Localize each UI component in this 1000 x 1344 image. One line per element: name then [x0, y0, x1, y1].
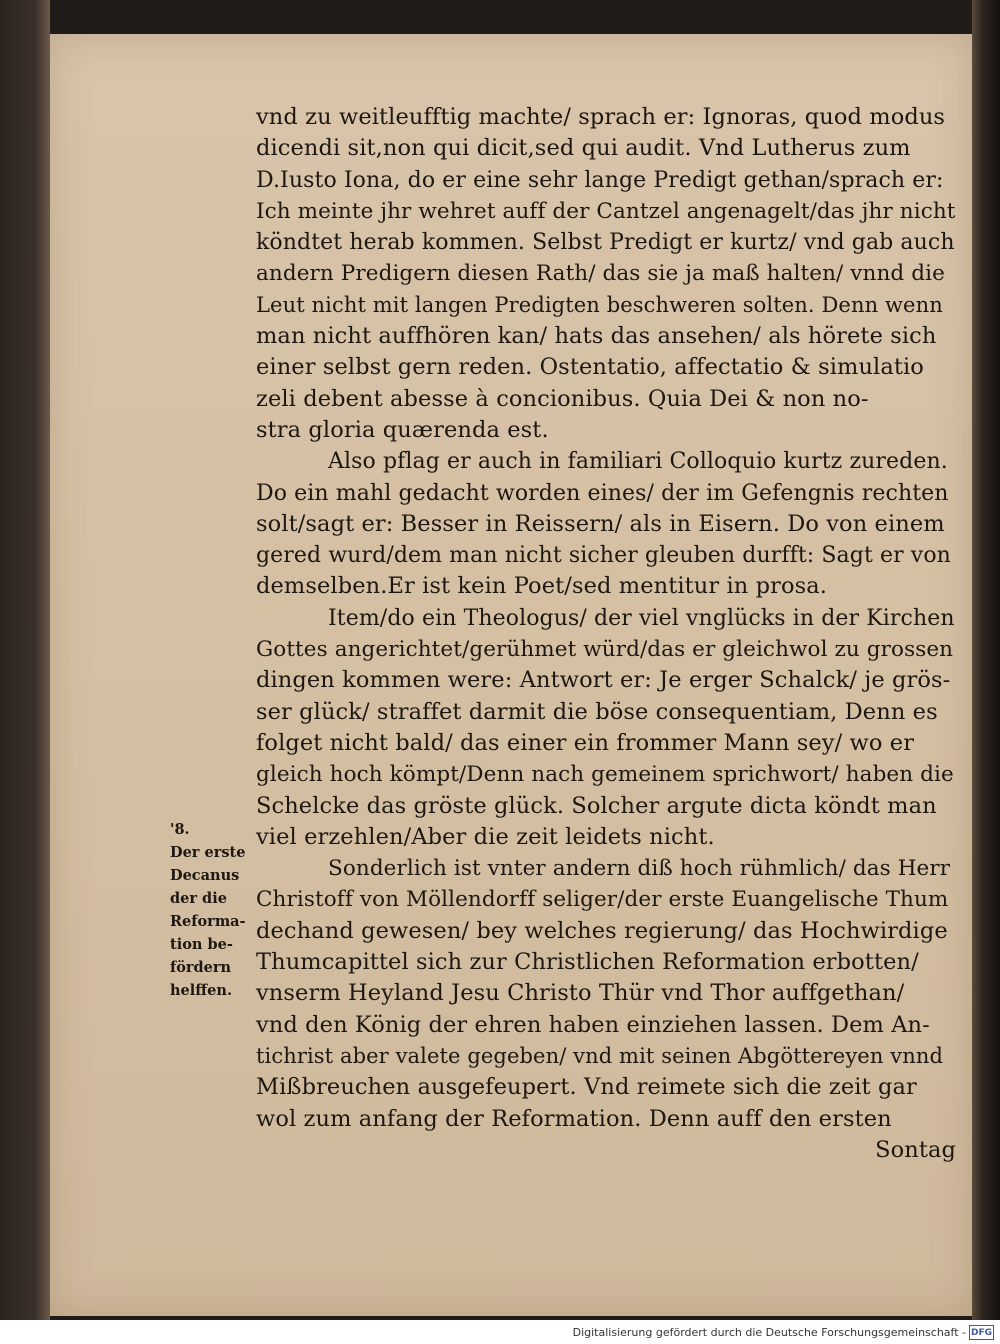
- book-spine-edge: [0, 0, 50, 1320]
- margin-note: [170, 818, 262, 1002]
- book-page-edge: [972, 0, 1000, 1320]
- margin-note-number: '8.: [170, 821, 190, 838]
- funding-notice: Digitalisierung gefördert durch die Deutsche Forschungsgemeinschaft -: [572, 1326, 966, 1339]
- text-line: Ich meinte jhr wehret auff der Cantzel angenagelt/das jhr nicht: [256, 198, 956, 224]
- text-line: vnserm Heyland Jesu Christo Thür vnd Thor auffgethan/: [256, 980, 905, 1007]
- text-line: Christoff von Möllendorff seliger/der erste Euangelische Thum: [256, 887, 949, 913]
- text-line: dingen kommen were: Antwort er: Je erger Schalck/ je grös-: [256, 667, 951, 694]
- text-line: Leut nicht mit langen Predigten beschweren solten. Denn wenn: [256, 292, 943, 317]
- margin-note-line: tion be-: [170, 936, 233, 953]
- text-line: Also pflag er auch in familiari Colloquio kurtz zureden.: [328, 449, 948, 475]
- margin-note-line: der die: [170, 890, 227, 907]
- text-line: stra gloria quærenda est.: [256, 416, 549, 443]
- text-line: Item/do ein Theologus/ der viel vnglücks in der Kirchen: [328, 605, 955, 631]
- text-line: D.Iusto Iona, do er eine sehr lange Predigt gethan/sprach er:: [256, 167, 944, 193]
- text-line: vnd den König der ehren haben einziehen lassen. Dem An-: [256, 1011, 930, 1038]
- text-line: gered wurd/dem man nicht sicher gleuben durfft: Sagt er von: [256, 543, 951, 569]
- text-line: Mißbreuchen ausgefeupert. Vnd reimete sich die zeit gar: [256, 1074, 917, 1101]
- catchword: Sontag: [875, 1136, 956, 1163]
- text-line: demselben.Er ist kein Poet/sed mentitur in prosa.: [256, 573, 828, 600]
- text-line: man nicht auffhören kan/ hats das ansehen/ als hörete sich: [256, 323, 937, 350]
- text-line: tichrist aber valete gegeben/ vnd mit seinen Abgöttereyen vnnd: [256, 1043, 943, 1068]
- margin-note-line: Reforma-: [170, 913, 246, 930]
- text-line: ser glück/ straffet darmit die böse consequentiam, Denn es: [256, 698, 938, 725]
- text-line: Do ein mahl gedacht worden eines/ der im Gefengnis rechten: [256, 480, 949, 506]
- margin-note-line: Der erste: [170, 844, 246, 861]
- text-line: dicendi sit,non qui dicit,sed qui audit. Vnd Lutherus zum: [256, 135, 911, 162]
- text-line: gleich hoch kömpt/Denn nach gemeinem sprichwort/ haben die: [256, 762, 954, 788]
- text-line: Gottes angerichtet/gerühmet würd/das er gleichwol zu grossen: [256, 637, 954, 663]
- text-line: andern Predigern diesen Rath/ das sie ja maß halten/ vnnd die: [256, 261, 945, 287]
- text-line: Schelcke das gröste glück. Solcher argute dicta köndt man: [256, 792, 937, 819]
- text-line: folget nicht bald/ das einer ein frommer Mann sey/ wo er: [256, 729, 915, 756]
- text-line: köndtet herab kommen. Selbst Predigt er kurtz/ vnd gab auch: [256, 230, 955, 256]
- text-line: vnd zu weitleufftig machte/ sprach er: Ignoras, quod modus: [256, 104, 946, 130]
- margin-note-line: Decanus: [170, 867, 240, 884]
- text-line: einer selbst gern reden. Ostentatio, affectatio & simulatio: [256, 354, 924, 381]
- dfg-logo: DFG: [969, 1325, 994, 1340]
- body-text: [256, 102, 956, 1166]
- margin-note-line: fördern: [170, 959, 232, 976]
- text-line: Thumcapittel sich zur Christlichen Reformation erbotten/: [256, 949, 919, 976]
- text-line: solt/sagt er: Besser in Reissern/ als in Eisern. Do von einem: [256, 510, 945, 537]
- text-line: viel erzehlen/Aber die zeit leidets nicht.: [256, 823, 715, 850]
- footer-bar: [0, 1322, 1000, 1344]
- margin-note-line: helffen.: [170, 982, 232, 999]
- text-line: Sonderlich ist vnter andern diß hoch rühmlich/ das Herr: [328, 856, 951, 882]
- text-line: zeli debent abesse à concionibus. Quia Dei & non no-: [256, 385, 869, 412]
- text-line: dechand gewesen/ bey welches regierung/ das Hochwirdige: [256, 917, 948, 944]
- text-line: wol zum anfang der Reformation. Denn auff den ersten: [256, 1105, 892, 1132]
